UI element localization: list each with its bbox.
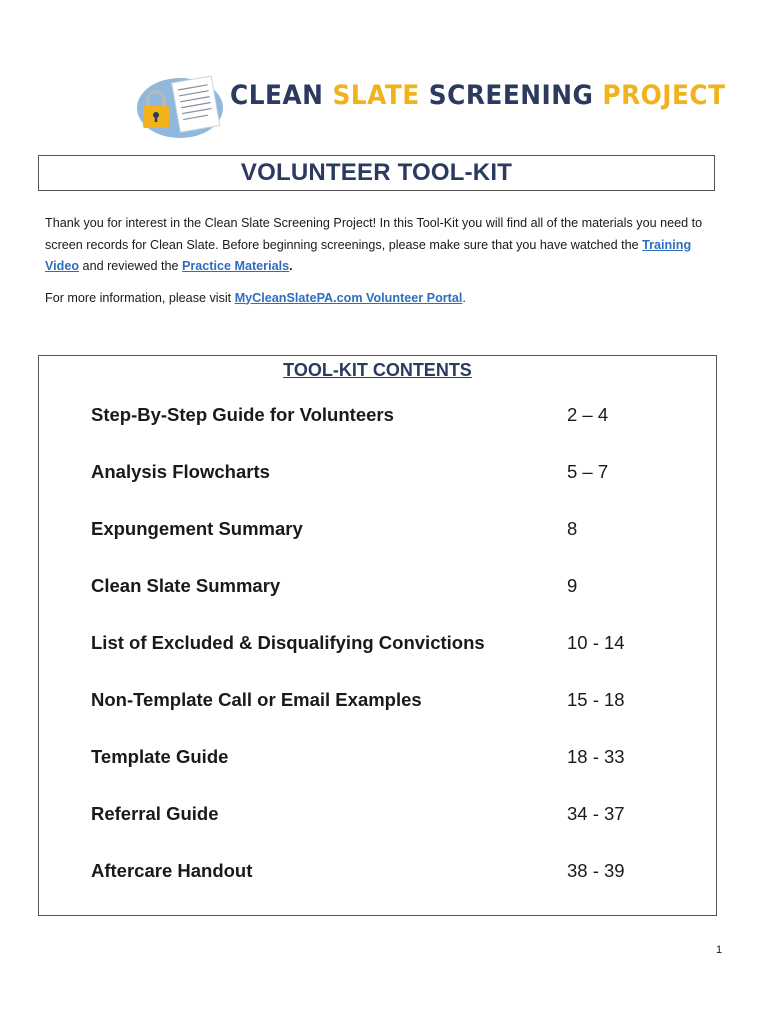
toc-item xyxy=(91,860,651,917)
toc-item-label: List of Excluded & Disqualifying Convictions xyxy=(91,632,485,653)
toc-item xyxy=(91,803,651,860)
toc-item-pages: 5 – 7 xyxy=(567,461,609,482)
page-title: VOLUNTEER TOOL-KIT xyxy=(240,159,513,186)
toc-item-label: Referral Guide xyxy=(91,803,219,824)
toc-item-pages: 15 - 18 xyxy=(567,689,625,710)
toc-list xyxy=(91,404,651,917)
page-number: 1 xyxy=(716,944,723,956)
contents-title: TOOL-KIT CONTENTS xyxy=(283,360,472,380)
toc-item-label: Template Guide xyxy=(91,746,229,767)
training-video-link[interactable]: Training Video xyxy=(45,237,692,273)
toc-item-label: Step-By-Step Guide for Volunteers xyxy=(91,404,394,425)
toc-item-label: Clean Slate Summary xyxy=(91,575,281,596)
toc-item xyxy=(91,461,651,518)
toc-item-label: Non-Template Call or Email Examples xyxy=(91,689,422,710)
more-info-paragraph: For more information, please visit MyCleanSlatePA.com Volunteer Portal. xyxy=(45,290,466,305)
title-box xyxy=(38,155,715,191)
toc-item-pages: 8 xyxy=(567,518,578,539)
toc-item xyxy=(91,575,651,632)
toc-item-pages: 10 - 14 xyxy=(567,632,625,653)
toc-item-label: Expungement Summary xyxy=(91,518,303,539)
volunteer-portal-link[interactable]: MyCleanSlatePA.com Volunteer Portal xyxy=(234,290,463,305)
toc-item-pages: 34 - 37 xyxy=(567,803,625,824)
toc-item-pages: 38 - 39 xyxy=(567,860,625,881)
toc-item-pages: 9 xyxy=(567,575,578,596)
padlock-document-icon xyxy=(136,74,228,140)
toc-item xyxy=(91,404,651,461)
toc-item-label: Analysis Flowcharts xyxy=(91,461,270,482)
toc-item-pages: 18 - 33 xyxy=(567,746,625,767)
toc-item-label: Aftercare Handout xyxy=(91,860,253,881)
toc-item xyxy=(91,746,651,803)
toc-item-pages: 2 – 4 xyxy=(567,404,609,425)
intro-section xyxy=(45,213,725,309)
practice-materials-link[interactable]: Practice Materials xyxy=(181,259,290,273)
toc-item xyxy=(91,632,651,689)
toc-item xyxy=(91,518,651,575)
toc-item xyxy=(91,689,651,746)
toolkit-contents-box xyxy=(38,355,717,916)
header xyxy=(136,74,726,140)
brand-wordmark: CLEAN SLATE SCREENING PROJECT xyxy=(230,80,726,111)
intro-paragraph: Thank you for interest in the Clean Slate Screening Project! In this Tool-Kit you will find all of the materials you need to screen records for Clean Slate. Before beginning screenings, please make sure that you have watched the Training Video and reviewed the Practice Materials. xyxy=(45,216,703,273)
